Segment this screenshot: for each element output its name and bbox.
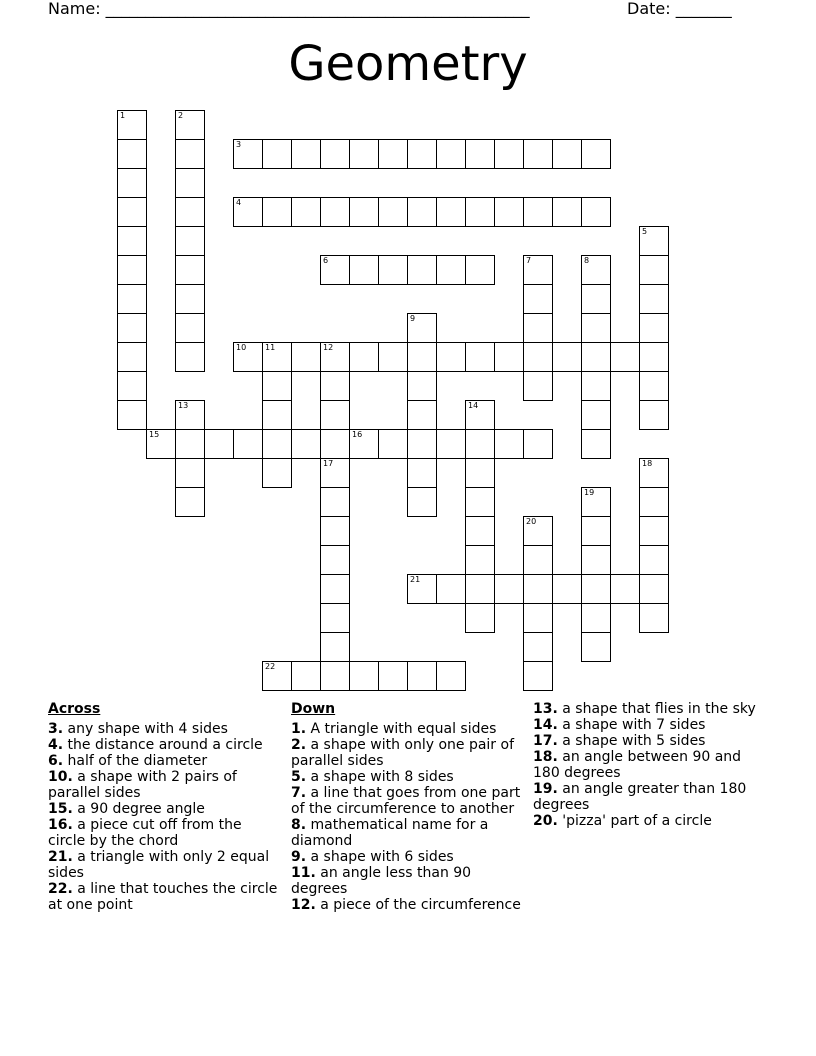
clue-number-label: 20 — [526, 517, 537, 526]
crossword-cell[interactable] — [523, 371, 553, 401]
crossword-cell[interactable] — [581, 371, 611, 401]
clue-text: a triangle with only 2 equal sides — [48, 849, 270, 881]
crossword-cell[interactable] — [581, 197, 611, 227]
crossword-cell[interactable] — [436, 255, 466, 285]
crossword-cell[interactable] — [378, 139, 408, 169]
clue-item — [48, 801, 280, 817]
clue-item — [533, 733, 765, 749]
crossword-cell[interactable] — [320, 603, 350, 633]
crossword-cell[interactable] — [581, 255, 611, 285]
crossword-cell[interactable] — [523, 197, 553, 227]
crossword-cell[interactable] — [639, 313, 669, 343]
clue-text: a piece of the circumference — [315, 897, 521, 913]
crossword-cell[interactable] — [349, 139, 379, 169]
clue-number: 3. — [48, 721, 64, 737]
crossword-cell[interactable] — [262, 429, 292, 459]
crossword-cell[interactable] — [407, 458, 437, 488]
crossword-cell[interactable] — [175, 255, 205, 285]
clue-text: a shape with 7 sides — [557, 717, 706, 733]
crossword-cell[interactable] — [465, 400, 495, 430]
crossword-cell[interactable] — [233, 139, 263, 169]
clue-item — [533, 781, 765, 813]
crossword-cell[interactable] — [465, 139, 495, 169]
clue-text: a piece cut off from the circle by the chord — [48, 817, 242, 849]
crossword-cell[interactable] — [407, 429, 437, 459]
crossword-cell[interactable] — [262, 458, 292, 488]
clue-item — [48, 721, 280, 737]
crossword-cell[interactable] — [291, 429, 321, 459]
crossword-cell[interactable] — [436, 197, 466, 227]
crossword-cell[interactable] — [175, 487, 205, 517]
crossword-cell[interactable] — [117, 371, 147, 401]
clue-text: a line that touches the circle at one point — [48, 881, 278, 913]
clue-item — [533, 749, 765, 781]
crossword-cell[interactable] — [494, 574, 524, 604]
crossword-cell[interactable] — [494, 342, 524, 372]
clue-item — [291, 737, 523, 769]
crossword-cell[interactable] — [552, 574, 582, 604]
crossword-cell[interactable] — [117, 342, 147, 372]
crossword-cell[interactable] — [407, 487, 437, 517]
clue-number: 7. — [291, 785, 307, 801]
clue-number-label: 13 — [178, 401, 189, 410]
clue-text: an angle between 90 and 180 degrees — [533, 749, 742, 781]
crossword-cell[interactable] — [465, 458, 495, 488]
clue-item — [291, 721, 523, 737]
crossword-cell[interactable] — [349, 429, 379, 459]
crossword-cell[interactable] — [436, 342, 466, 372]
crossword-cell[interactable] — [378, 661, 408, 691]
crossword-cell[interactable] — [320, 574, 350, 604]
clue-number: 17. — [533, 733, 558, 749]
crossword-cell[interactable] — [117, 168, 147, 198]
crossword-cell[interactable] — [378, 197, 408, 227]
clue-item — [48, 737, 280, 753]
clue-number-label: 22 — [265, 662, 276, 671]
crossword-cell[interactable] — [581, 400, 611, 430]
crossword-cell[interactable] — [639, 371, 669, 401]
crossword-cell[interactable] — [175, 197, 205, 227]
clue-number-label: 3 — [236, 140, 242, 149]
crossword-cell[interactable] — [639, 545, 669, 575]
crossword-cell[interactable] — [523, 139, 553, 169]
clue-item — [291, 769, 523, 785]
crossword-cell[interactable] — [610, 574, 640, 604]
crossword-cell[interactable] — [494, 139, 524, 169]
crossword-cell[interactable] — [581, 313, 611, 343]
crossword-cell[interactable] — [175, 400, 205, 430]
clue-number: 22. — [48, 881, 73, 897]
clue-item — [48, 881, 280, 913]
clue-number-label: 11 — [265, 343, 276, 352]
clue-number: 13. — [533, 701, 558, 717]
crossword-cell[interactable] — [581, 284, 611, 314]
clue-number: 10. — [48, 769, 73, 785]
clue-number: 19. — [533, 781, 558, 797]
date-field[interactable]: Date: _______ — [627, 0, 732, 18]
clue-number: 4. — [48, 737, 64, 753]
crossword-cell[interactable] — [291, 342, 321, 372]
crossword-cell[interactable] — [639, 400, 669, 430]
crossword-cell[interactable] — [465, 487, 495, 517]
clue-number: 6. — [48, 753, 64, 769]
crossword-cell[interactable] — [262, 139, 292, 169]
crossword-cell[interactable] — [639, 603, 669, 633]
clue-number-label: 17 — [323, 459, 334, 468]
crossword-cell[interactable] — [117, 110, 147, 140]
down-clues — [291, 701, 523, 913]
crossword-cell[interactable] — [320, 458, 350, 488]
clue-number-label: 9 — [410, 314, 416, 323]
clue-item — [291, 785, 523, 817]
crossword-cell[interactable] — [639, 516, 669, 546]
crossword-cell[interactable] — [407, 197, 437, 227]
clue-number: 14. — [533, 717, 558, 733]
crossword-cell[interactable] — [175, 284, 205, 314]
clue-number: 8. — [291, 817, 307, 833]
crossword-cell[interactable] — [320, 139, 350, 169]
crossword-cell[interactable] — [349, 661, 379, 691]
clue-text: mathematical name for a diamond — [291, 817, 489, 849]
name-field[interactable]: Name: _____________________________________________________ — [48, 0, 530, 18]
clue-text: any shape with 4 sides — [63, 721, 228, 737]
clue-number: 1. — [291, 721, 307, 737]
crossword-cell[interactable] — [407, 139, 437, 169]
crossword-cell[interactable] — [175, 168, 205, 198]
crossword-cell[interactable] — [117, 284, 147, 314]
crossword-cell[interactable] — [581, 603, 611, 633]
crossword-cell[interactable] — [523, 632, 553, 662]
crossword-cell[interactable] — [117, 400, 147, 430]
down-heading: Down — [291, 701, 336, 717]
crossword-cell[interactable] — [407, 255, 437, 285]
crossword-cell[interactable] — [320, 487, 350, 517]
clue-text: a line that goes from one part of the circumference to another — [291, 785, 521, 817]
crossword-cell[interactable] — [320, 632, 350, 662]
crossword-cell[interactable] — [378, 342, 408, 372]
clue-item — [291, 817, 523, 849]
crossword-cell[interactable] — [262, 342, 292, 372]
crossword-cell[interactable] — [581, 429, 611, 459]
across-list — [48, 721, 280, 913]
crossword-cell[interactable] — [523, 255, 553, 285]
clue-number-label: 6 — [323, 256, 329, 265]
across-heading: Across — [48, 701, 101, 717]
crossword-cell[interactable] — [465, 545, 495, 575]
clue-number-label: 5 — [642, 227, 648, 236]
clue-number-label: 2 — [178, 111, 184, 120]
clue-number: 9. — [291, 849, 307, 865]
clue-number-label: 8 — [584, 256, 590, 265]
crossword-cell[interactable] — [523, 516, 553, 546]
crossword-cell[interactable] — [117, 255, 147, 285]
crossword-cell[interactable] — [523, 313, 553, 343]
clue-item — [533, 701, 765, 717]
crossword-cell[interactable] — [523, 342, 553, 372]
clue-text: a shape with 2 pairs of parallel sides — [48, 769, 237, 801]
clue-number-label: 19 — [584, 488, 595, 497]
crossword-cell[interactable] — [639, 255, 669, 285]
crossword-cell[interactable] — [581, 632, 611, 662]
crossword-cell[interactable] — [436, 429, 466, 459]
clue-item — [48, 849, 280, 881]
crossword-cell[interactable] — [349, 255, 379, 285]
crossword-cell[interactable] — [639, 284, 669, 314]
clue-text: a 90 degree angle — [72, 801, 205, 817]
crossword-cell[interactable] — [262, 371, 292, 401]
page-title: Geometry — [288, 36, 528, 92]
clue-item — [291, 897, 523, 913]
crossword-cell[interactable] — [581, 574, 611, 604]
crossword-cell[interactable] — [117, 226, 147, 256]
clue-number-label: 10 — [236, 343, 247, 352]
crossword-cell[interactable] — [494, 429, 524, 459]
clue-number-label: 21 — [410, 575, 421, 584]
clue-text: a shape with 5 sides — [557, 733, 706, 749]
clue-item — [533, 717, 765, 733]
clue-text: A triangle with equal sides — [306, 721, 497, 737]
crossword-cell[interactable] — [291, 139, 321, 169]
crossword-cell[interactable] — [581, 516, 611, 546]
crossword-cell[interactable] — [552, 342, 582, 372]
crossword-cell[interactable] — [262, 661, 292, 691]
crossword-cell[interactable] — [262, 197, 292, 227]
crossword-cell[interactable] — [523, 603, 553, 633]
clue-number-label: 7 — [526, 256, 532, 265]
clue-item — [48, 753, 280, 769]
crossword-cell[interactable] — [465, 197, 495, 227]
crossword-cell[interactable] — [320, 429, 350, 459]
clue-number-label: 4 — [236, 198, 242, 207]
clue-number: 15. — [48, 801, 73, 817]
clue-number: 18. — [533, 749, 558, 765]
clue-number: 2. — [291, 737, 307, 753]
crossword-cell[interactable] — [639, 226, 669, 256]
clue-item — [533, 813, 765, 829]
clue-item — [48, 817, 280, 849]
clue-number: 11. — [291, 865, 316, 881]
crossword-cell[interactable] — [407, 313, 437, 343]
crossword-cell[interactable] — [117, 313, 147, 343]
crossword-cell[interactable] — [175, 313, 205, 343]
crossword-cell[interactable] — [523, 545, 553, 575]
crossword-cell[interactable] — [262, 400, 292, 430]
down-list-continued — [533, 701, 765, 829]
crossword-cell[interactable] — [233, 429, 263, 459]
clue-item — [291, 849, 523, 865]
crossword-cell[interactable] — [465, 342, 495, 372]
crossword-cell[interactable] — [436, 139, 466, 169]
crossword-cell[interactable] — [552, 197, 582, 227]
crossword-cell[interactable] — [320, 400, 350, 430]
down-list — [291, 721, 523, 913]
crossword-cell[interactable] — [552, 139, 582, 169]
crossword-cell[interactable] — [117, 197, 147, 227]
crossword-cell[interactable] — [436, 574, 466, 604]
crossword-cell[interactable] — [320, 197, 350, 227]
across-clues — [48, 701, 280, 913]
crossword-cell[interactable] — [320, 371, 350, 401]
crossword-cell[interactable] — [320, 545, 350, 575]
crossword-cell[interactable] — [407, 574, 437, 604]
crossword-cell[interactable] — [175, 139, 205, 169]
crossword-cell[interactable] — [639, 342, 669, 372]
crossword-cell[interactable] — [349, 342, 379, 372]
crossword-cell[interactable] — [581, 342, 611, 372]
crossword-cell[interactable] — [465, 429, 495, 459]
crossword-cell[interactable] — [320, 342, 350, 372]
crossword-cell[interactable] — [233, 342, 263, 372]
clue-number: 21. — [48, 849, 73, 865]
crossword-cell[interactable] — [639, 458, 669, 488]
clue-text: a shape that flies in the sky — [557, 701, 756, 717]
crossword-cell[interactable] — [175, 458, 205, 488]
crossword-cell[interactable] — [204, 429, 234, 459]
clue-text: a shape with only one pair of parallel sides — [291, 737, 515, 769]
crossword-cell[interactable] — [320, 516, 350, 546]
clue-number: 20. — [533, 813, 558, 829]
crossword-cell[interactable] — [291, 197, 321, 227]
crossword-cell[interactable] — [146, 429, 176, 459]
crossword-cell[interactable] — [523, 284, 553, 314]
clue-text: the distance around a circle — [63, 737, 263, 753]
crossword-cell[interactable] — [291, 661, 321, 691]
crossword-cell[interactable] — [378, 255, 408, 285]
crossword-cell[interactable] — [581, 139, 611, 169]
crossword-cell[interactable] — [523, 574, 553, 604]
crossword-cell[interactable] — [523, 429, 553, 459]
crossword-cell[interactable] — [175, 342, 205, 372]
clue-text: an angle less than 90 degrees — [291, 865, 472, 897]
clue-number-label: 14 — [468, 401, 479, 410]
crossword-cell[interactable] — [407, 371, 437, 401]
crossword-cell[interactable] — [320, 255, 350, 285]
crossword-cell[interactable] — [465, 255, 495, 285]
crossword-cell[interactable] — [581, 487, 611, 517]
crossword-cell[interactable] — [378, 429, 408, 459]
crossword-cell[interactable] — [581, 545, 611, 575]
crossword-cell[interactable] — [436, 661, 466, 691]
crossword-cell[interactable] — [175, 226, 205, 256]
crossword-cell[interactable] — [639, 487, 669, 517]
crossword-cell[interactable] — [465, 574, 495, 604]
down-clues-continued — [533, 701, 765, 829]
clue-number: 16. — [48, 817, 73, 833]
crossword-cell[interactable] — [523, 661, 553, 691]
clue-item — [291, 865, 523, 897]
crossword-cell[interactable] — [639, 574, 669, 604]
crossword-cell[interactable] — [407, 661, 437, 691]
clue-number: 5. — [291, 769, 307, 785]
clue-number-label: 15 — [149, 430, 160, 439]
crossword-cell[interactable] — [320, 661, 350, 691]
clue-number-label: 12 — [323, 343, 334, 352]
crossword-cell[interactable] — [233, 197, 263, 227]
clue-text: a shape with 8 sides — [306, 769, 454, 785]
crossword-cell[interactable] — [465, 603, 495, 633]
crossword-cell[interactable] — [117, 139, 147, 169]
clue-number-label: 1 — [120, 111, 126, 120]
clue-number-label: 16 — [352, 430, 363, 439]
clue-text: an angle greater than 180 degrees — [533, 781, 747, 813]
crossword-cell[interactable] — [349, 197, 379, 227]
clue-text: half of the diameter — [63, 753, 208, 769]
crossword-cell[interactable] — [407, 400, 437, 430]
crossword-cell[interactable] — [407, 342, 437, 372]
crossword-cell[interactable] — [465, 516, 495, 546]
clue-text: 'pizza' part of a circle — [557, 813, 712, 829]
clue-number: 12. — [291, 897, 316, 913]
clue-item — [48, 769, 280, 801]
crossword-cell[interactable] — [175, 110, 205, 140]
crossword-cell[interactable] — [175, 429, 205, 459]
clue-text: a shape with 6 sides — [306, 849, 454, 865]
crossword-cell[interactable] — [610, 342, 640, 372]
crossword-cell[interactable] — [494, 197, 524, 227]
clue-number-label: 18 — [642, 459, 653, 468]
